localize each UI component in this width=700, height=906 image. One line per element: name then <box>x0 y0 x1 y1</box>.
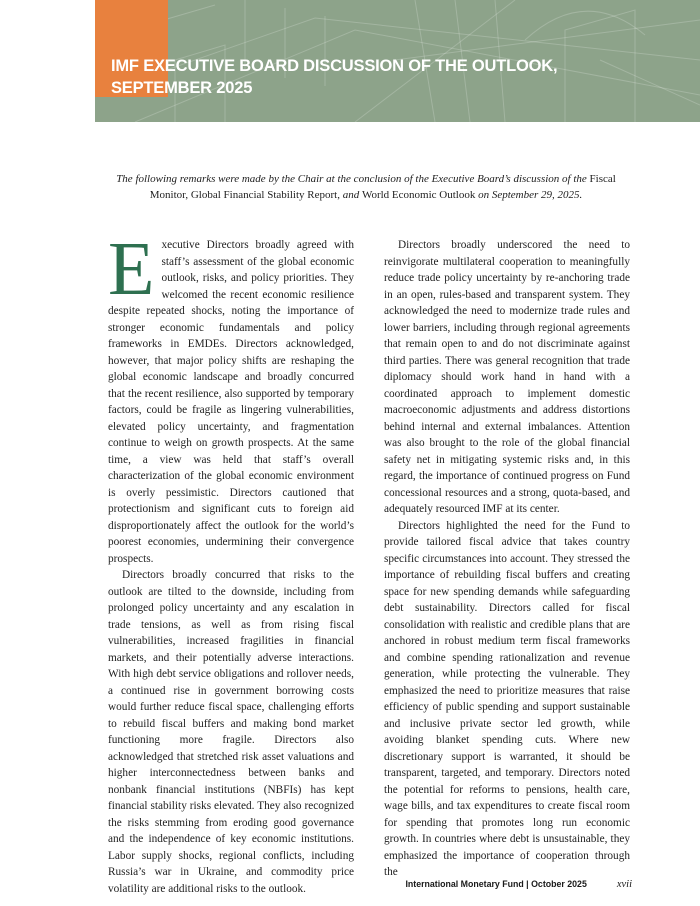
footer-credit <box>405 879 586 889</box>
page-number: xvii <box>616 879 632 890</box>
paragraph-2: Directors broadly concurred that risks to the outlook are tilted to the downside, including from prolonged policy uncertainty and any escalation in trade tensions, as well as from rising fiscal vulnerabilities, increased fragilities in financial markets, and their potentially adverse interactions. With high debt service obligations and rollover needs, a continued rise in government borrowing costs would further reduce fiscal space, challenging efforts to rebuild fiscal buffers and making bond market functioning more fragile. Directors also acknowledged that stretched risk asset valuations and higher interconnectedness between banks and nonbank financial institutions (NBFIs) has kept financial stability risks elevated. They also recognized the risks stemming from eroding good governance and the independence of key economic institutions. Labor supply shocks, regional conflicts, including Russia’s war in Ukraine, and commodity price volatility are additional risks to the outlook. <box>108 569 354 895</box>
paragraph-1 <box>108 227 354 567</box>
report-title-gfsr: Global Financial Stability Report, <box>190 188 343 201</box>
paragraph-3: Directors broadly underscored the need to reinvigorate multilateral cooperation to meaningfully reduce trade policy uncertainty by re-anchoring trade in an open, rules-based and transparent system. They acknowledged the need to modernize trade rules and lower barriers, including through regional agreements that remain open to and do not discriminate against third parties. There was general recognition that trade diplomacy should work hand in hand with a coordinated approach to implement domestic macroeconomic adjustments and address distortions behind internal and external imbalances. Attention was also brought to the role of the global financial safety net in mitigating systemic risks and, in this regard, the importance of continued progress on Fund concessional resources and a strong, quota-based, and adequately resourced IMF at its center. <box>384 239 630 515</box>
report-title-weo: World Economic Outlook <box>361 188 476 201</box>
report-title-fiscal-monitor: Fiscal Monitor, <box>149 173 616 201</box>
page-title <box>111 55 557 99</box>
footer-date: October 2025 <box>531 879 587 889</box>
intro-conjunction: and <box>342 188 362 201</box>
paragraph-1-text: xecutive Directors broadly agreed with staff’s assessment of the global economic outlook, risks, and policy priorities. They welcomed the recent economic resilience despite repeated shocks, noting the importance of stronger economic fundamentals and policy frameworks in EMDEs. Directors acknowledged, however, that major policy shifts are reshaping the global economic landscape and broadly concurred that the recent resilience, also supported by temporary factors, could be fragile as lingering vulnerabilities, elevated policy uncertainty, and fragmentation continue to weigh on growth prospects. At the same time, a view was held that staff’s overall characterization of the global economic environment is overly pessimistic. Directors cautioned that protectionism and significant cuts to foreign aid disproportionately affect the outlook for the world’s poorest economies, undermining their convergence prospects. <box>108 239 354 565</box>
body-columns <box>108 227 630 897</box>
intro-text-before: The following remarks were made by the Chair at the conclusion of the Executive Board’s discussion of the <box>116 173 590 185</box>
intro-text-after: on September 29, 2025. <box>475 188 583 201</box>
intro-paragraph <box>100 172 632 203</box>
page-title-line-1: IMF EXECUTIVE BOARD DISCUSSION OF THE OUTLOOK, <box>111 57 558 75</box>
footer-separator: | <box>523 879 532 889</box>
page-title-line-2: SEPTEMBER 2025 <box>111 79 253 97</box>
footer-publisher: International Monetary Fund <box>405 879 524 889</box>
footer <box>0 879 632 890</box>
body-column-left <box>108 227 354 897</box>
paragraph-4: Directors highlighted the need for the Fund to provide tailored fiscal advice that takes country specific circumstances into account. They stressed the importance of rebuilding fiscal buffers and creating space for new spending demands while safeguarding debt sustainability. Directors called for fiscal consolidation with realistic and credible plans that are anchored in robust medium term fiscal frameworks and combine spending rationalization and revenue generation, while protecting the vulnerable. They emphasized the need to prioritize measures that raise efficiency of public spending and support sustainable and inclusive private sector led growth, while avoiding blanket spending cuts. Where new discretionary support is warranted, it should be transparent, targeted, and temporary. Directors noted the potential for reforms to pensions, health care, wage bills, and tax expenditures to create fiscal room for spending that promotes long run economic growth. In countries where debt is unsustainable, they emphasized the importance of cooperation through the <box>384 519 630 878</box>
body-column-right <box>384 237 630 897</box>
drop-cap: E <box>108 227 155 311</box>
